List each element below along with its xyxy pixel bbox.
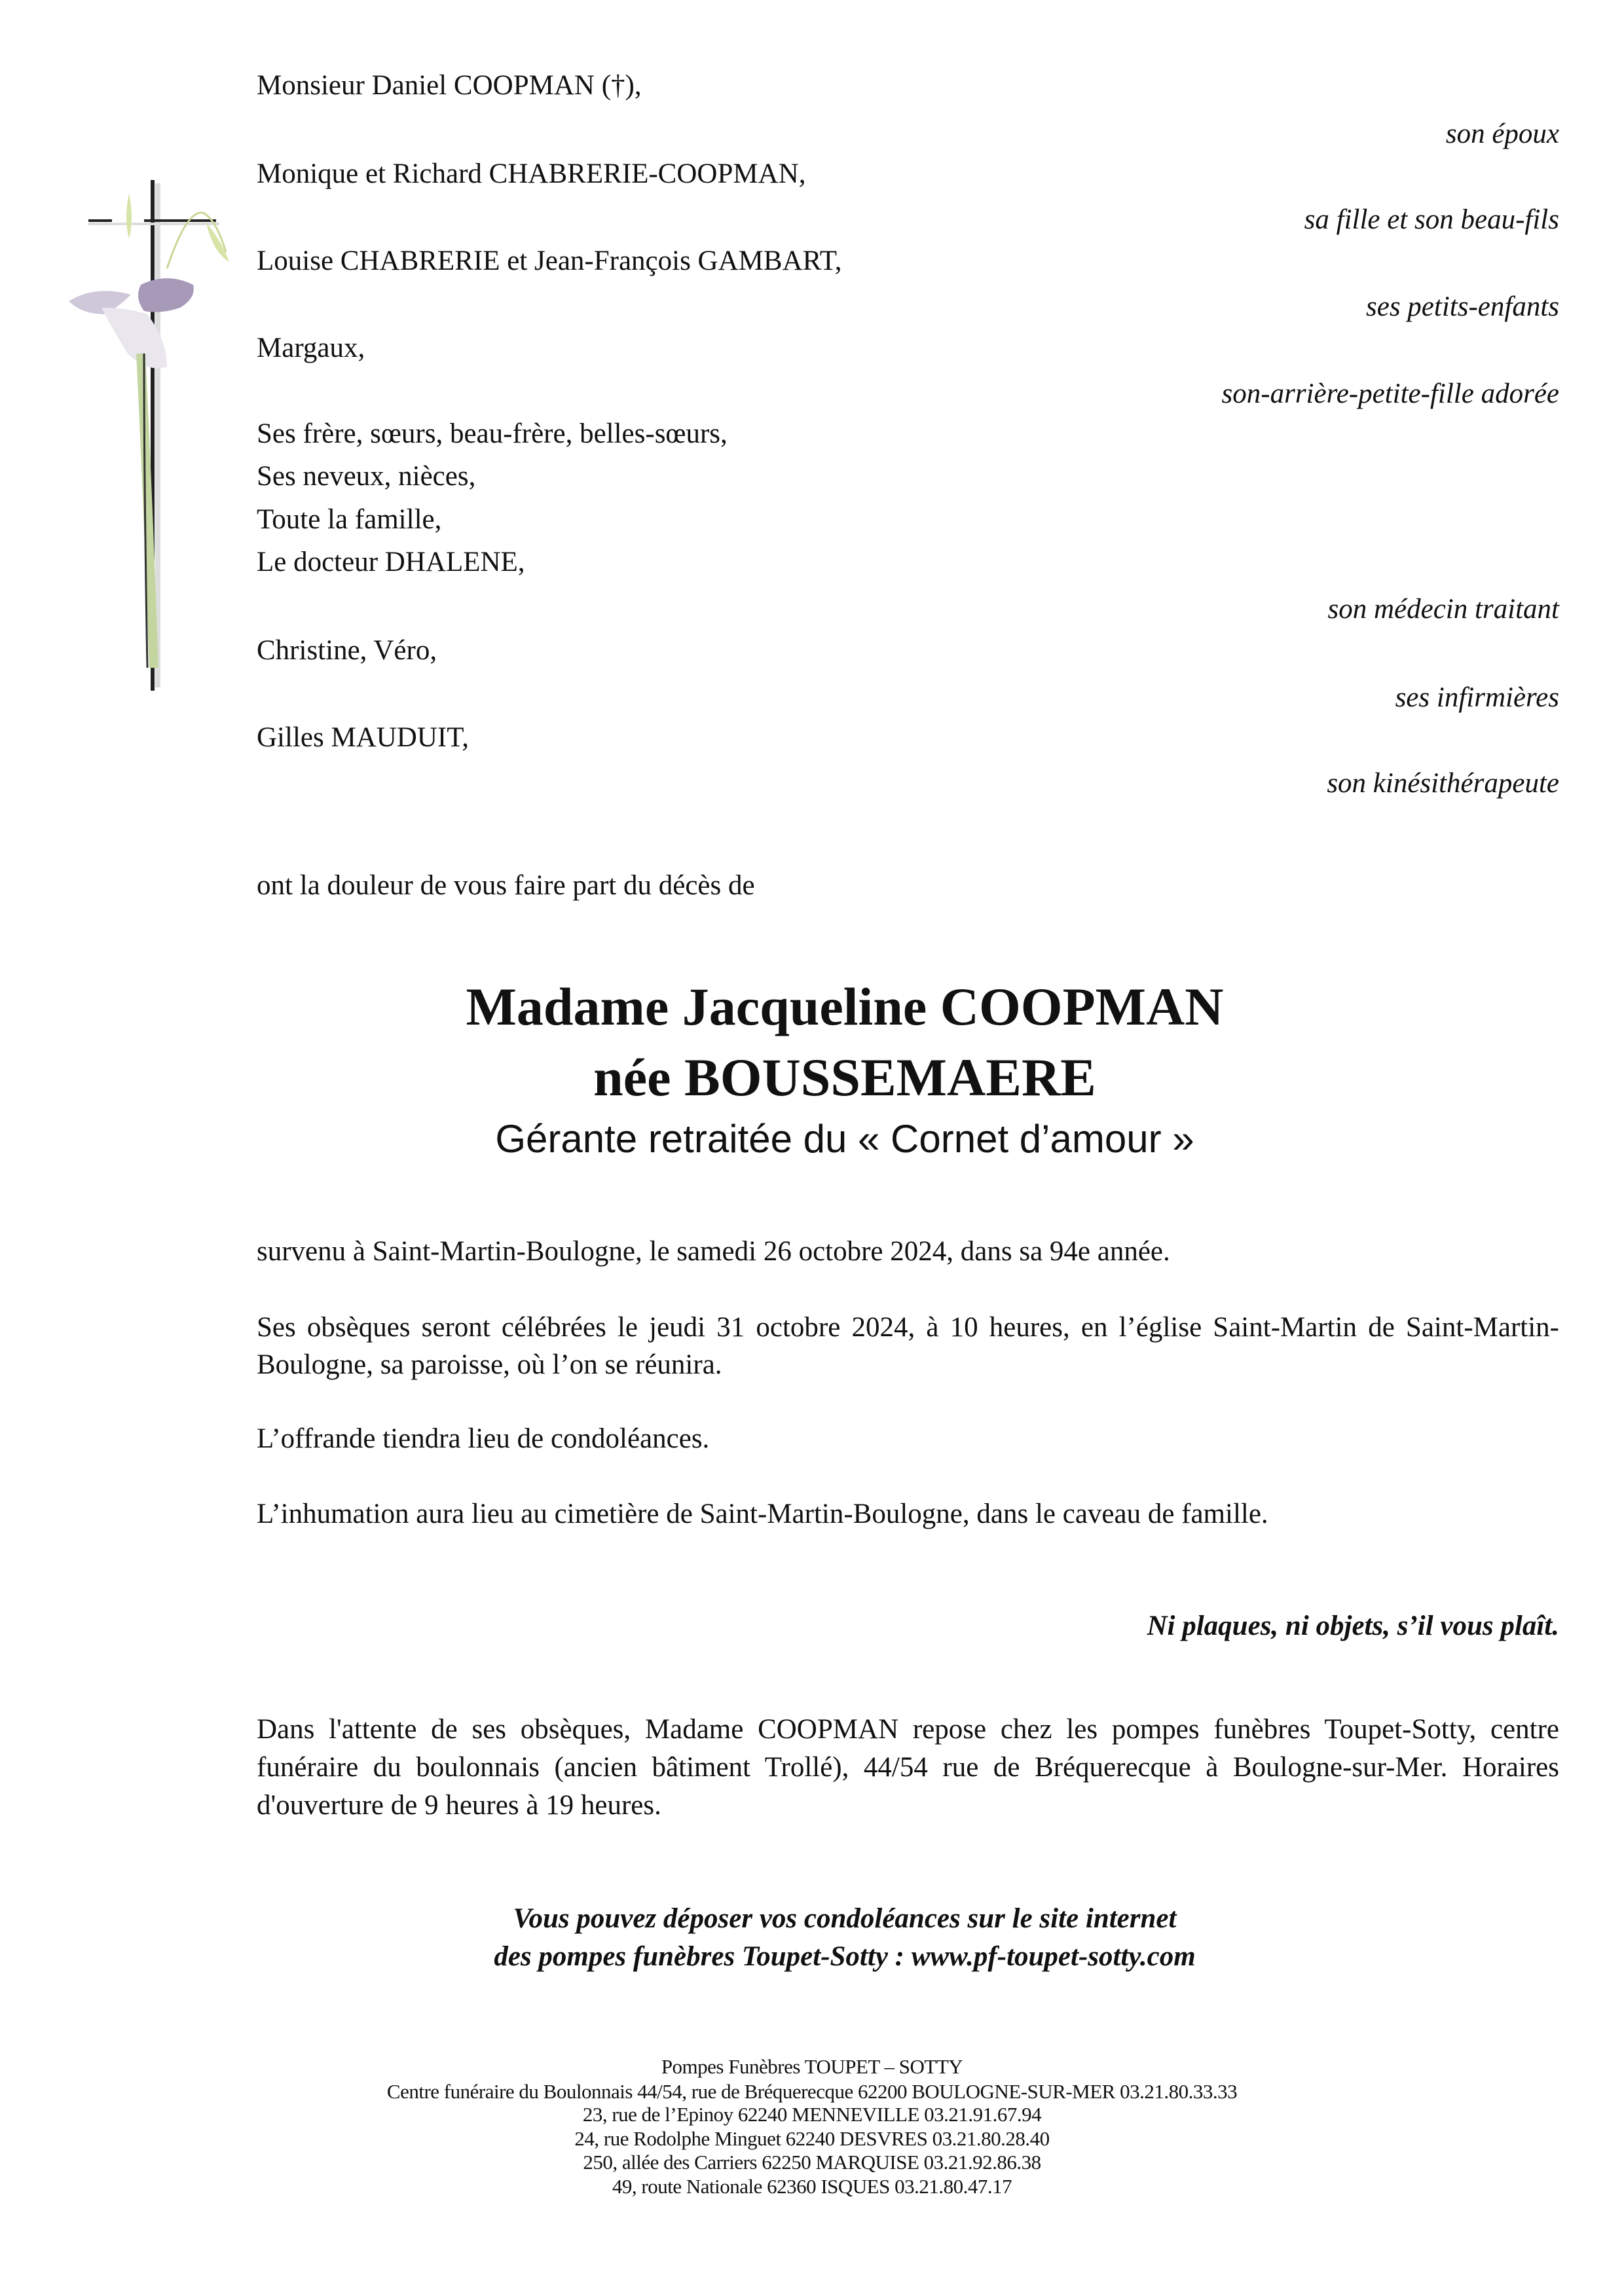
relatives-line: Le docteur DHALENE, — [257, 547, 525, 577]
family-relation-2: sa fille et son beau-fils — [1304, 204, 1559, 235]
footer-address: Centre funéraire du Boulonnais 44/54, rue de Bréquerecque 62200 BOULOGNE-SUR-MER 03.21.80.33.33 — [386, 2080, 1238, 2103]
family-name-4: Margaux, — [257, 333, 365, 363]
no-plaques-note: Ni plaques, ni objets, s’il vous plaît. — [1147, 1611, 1559, 1641]
burial-details: L’inhumation aura lieu au cimetière de Saint-Martin-Boulogne, dans le caveau de famille. — [257, 1499, 1268, 1529]
family-relation-3: ses petits-enfants — [1366, 291, 1559, 322]
family-name-3: Louise CHABRERIE et Jean-François GAMBART, — [257, 246, 842, 276]
announcement: ont la douleur de vous faire part du décès de — [257, 870, 755, 901]
footer-address: 250, allée des Carriers 62250 MARQUISE 03.21.92.86.38 — [583, 2151, 1041, 2174]
footer-address: 49, route Nationale 62360 ISQUES 03.21.80.47.17 — [612, 2175, 1012, 2198]
deceased-name: Madame Jacqueline COOPMAN — [466, 977, 1224, 1036]
footer-address: 24, rue Rodolphe Minguet 62240 DESVRES 03.21.80.28.40 — [574, 2127, 1050, 2150]
cross-horizontal-bar — [88, 219, 112, 222]
other-relation-1: ses infirmières — [1395, 682, 1559, 713]
relatives-line: Ses neveux, nièces, — [257, 461, 476, 492]
deceased-title: Gérante retraitée du « Cornet d’amour » — [495, 1117, 1194, 1161]
other-name-1: Christine, Véro, — [257, 635, 437, 666]
other-relation-2: son kinésithérapeute — [1327, 768, 1559, 799]
relatives-line: Toute la famille, — [257, 504, 442, 535]
death-statement: survenu à Saint-Martin-Boulogne, le samedi 26 octobre 2024, dans sa 94e année. — [257, 1236, 1170, 1267]
other-name-2: Gilles MAUDUIT, — [257, 722, 470, 753]
condolences-line-1: Vous pouvez déposer vos condoléances sur le site internet — [513, 1903, 1177, 1934]
funeral-details: Ses obsèques seront célébrées le jeudi 31 octobre 2024, à 10 heures, en l’église Saint-Martin de Saint-Martin-Boulogne, sa paroisse, où l’on se réunira. — [257, 1312, 1559, 1380]
family-name-1: Monsieur Daniel COOPMAN (†), — [257, 70, 642, 101]
condolences-line-2: des pompes funèbres Toupet-Sotty : www.pf-toupet-sotty.com — [494, 1941, 1196, 1972]
deceased-maiden-name: née BOUSSEMAERE — [593, 1048, 1096, 1107]
family-relation-4: son-arrière-petite-fille adorée — [1221, 378, 1559, 409]
rest-details: Dans l'attente de ses obsèques, Madame COOPMAN repose chez les pompes funèbres Toupet-Sotty, centre funéraire du boulonnais (ancien bâtiment Trollé), 44/54 rue de Bréquerecque à Boulogne-sur-Mer. Horaires d'ouverture de 9 heures à 19 heures. — [257, 1714, 1559, 1821]
family-name-2: Monique et Richard CHABRERIE-COOPMAN, — [257, 158, 806, 189]
relatives-line: Ses frère, sœurs, beau-frère, belles-sœurs, — [257, 418, 728, 449]
doctor-relation: son médecin traitant — [1327, 594, 1559, 625]
family-relation-1: son époux — [1445, 118, 1559, 149]
footer-company: Pompes Funèbres TOUPET – SOTTY — [661, 2055, 963, 2078]
offering-note: L’offrande tiendra lieu de condoléances. — [257, 1423, 710, 1454]
footer-address: 23, rue de l’Epinoy 62240 MENNEVILLE 03.21.91.67.94 — [582, 2103, 1042, 2126]
